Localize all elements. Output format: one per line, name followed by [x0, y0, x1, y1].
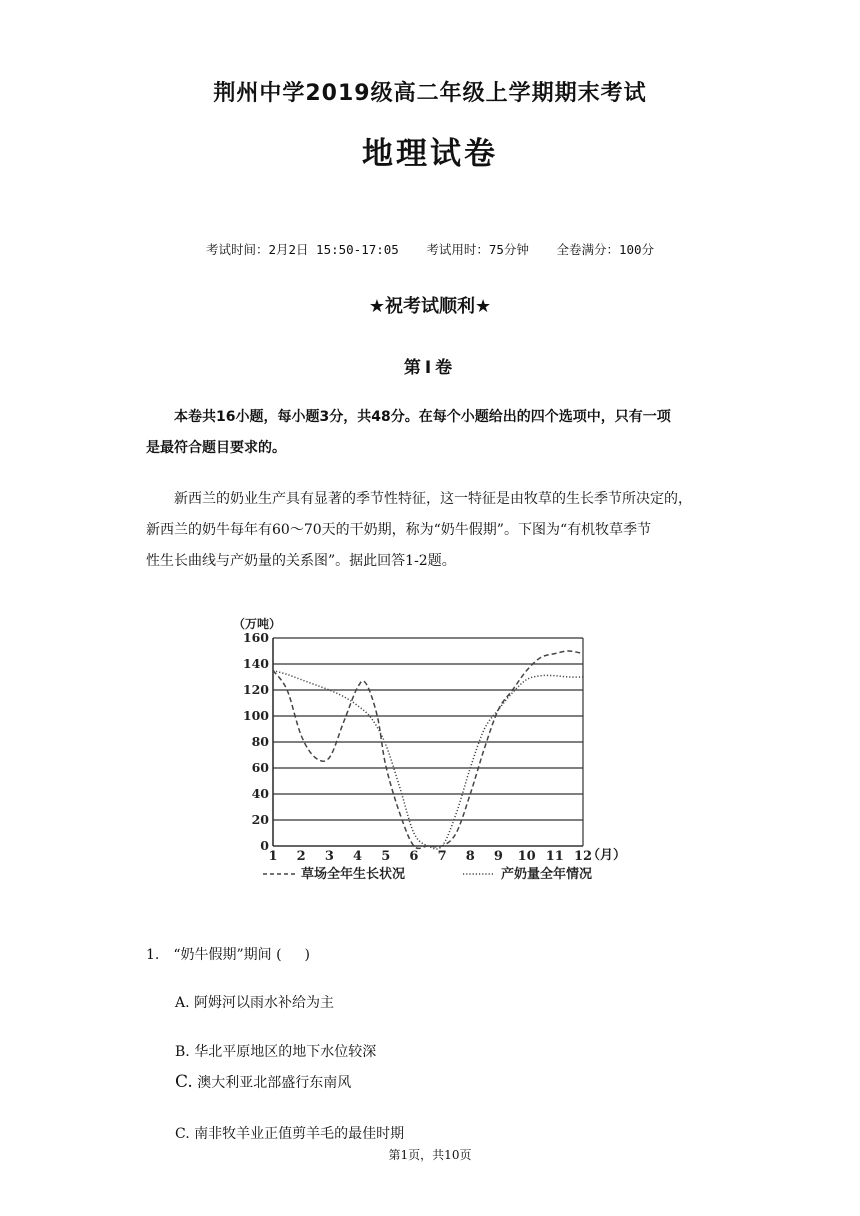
x-tick-label: 1 [268, 849, 278, 864]
legend-label: 草场全年生长状况 [301, 867, 406, 882]
y-tick-label: 20 [251, 812, 269, 827]
x-tick-label: 10 [517, 849, 536, 864]
x-tick-labels [268, 849, 592, 864]
y-tick-label: 80 [251, 734, 269, 749]
option-d[interactable] [175, 1123, 404, 1143]
passage-line-2: 新西兰的奶牛每年有60～70天的干奶期，称为“奶牛假期”。下图为“有机牧草季节 [146, 522, 652, 538]
instructions-line-1: 本卷共16小题，每小题3分，共48分。在每个小题给出的四个选项中，只有一项 [174, 409, 671, 425]
x-tick-label: 7 [437, 849, 447, 864]
passage-line-3: 性生长曲线与产奶量的关系图”。据此回答1-2题。 [146, 553, 456, 569]
option-b[interactable] [175, 1041, 376, 1061]
instructions [146, 402, 726, 464]
y-tick-label: 120 [242, 682, 269, 697]
passage [146, 484, 726, 577]
series-milk-yield-line [273, 671, 583, 849]
full-score: 全卷满分：100分 [556, 242, 655, 257]
y-tick-labels [243, 630, 269, 853]
volume-heading: 第Ⅰ卷 [403, 358, 457, 378]
legend-label: 产奶量全年情况 [501, 867, 593, 882]
x-tick-label: 2 [296, 849, 306, 864]
option-a[interactable] [175, 992, 334, 1012]
option-letter: B. [175, 1044, 190, 1060]
y-tick-label: 100 [242, 708, 269, 723]
option-letter: C. [175, 1126, 190, 1142]
chart-grid [273, 638, 583, 846]
option-letter: A. [175, 995, 190, 1011]
subject-title: 地理试卷 [362, 136, 498, 172]
x-tick-label: 8 [465, 849, 475, 864]
chart-series [273, 651, 583, 849]
exam-info [0, 240, 860, 258]
series-grass-growth-line [273, 651, 583, 848]
y-tick-label: 160 [242, 630, 269, 645]
option-c[interactable] [175, 1072, 351, 1092]
y-tick-label: 60 [251, 760, 269, 775]
blessing: ★祝考试顺利★ [368, 296, 492, 317]
exam-time: 考试时间：2月2日 15:50-17:05 [205, 242, 399, 257]
x-axis-unit: （月） [587, 848, 627, 863]
school-title: 荆州中学2019级高二年级上学期期末考试 [213, 81, 647, 106]
y-tick-label: 0 [260, 838, 269, 853]
option-text: 南非牧羊业正值剪羊毛的最佳时期 [194, 1126, 405, 1142]
question-1-stem: 1. “奶牛假期”期间 ( ) [146, 947, 310, 963]
y-tick-label: 40 [251, 786, 269, 801]
x-tick-label: 5 [381, 849, 391, 864]
y-axis-label: （万吨） [233, 617, 282, 631]
passage-line-1: 新西兰的奶业生产具有显著的季节性特征，这一特征是由牧草的生长季节所决定的， [174, 491, 692, 507]
option-letter: C. [175, 1072, 193, 1092]
option-text: 华北平原地区的地下水位较深 [194, 1044, 377, 1060]
x-tick-label: 11 [545, 849, 564, 864]
x-tick-label: 4 [353, 849, 363, 864]
chart [225, 610, 645, 895]
x-tick-label: 6 [409, 849, 419, 864]
x-tick-label: 3 [324, 849, 334, 864]
page-footer: 第1页，共10页 [388, 1148, 472, 1162]
exam-duration: 考试用时：75分钟 [426, 242, 529, 257]
y-tick-label: 140 [242, 656, 269, 671]
x-tick-label: 12 [573, 849, 593, 864]
x-tick-label: 9 [493, 849, 503, 864]
option-text: 阿姆河以雨水补给为主 [194, 995, 335, 1011]
option-text: 澳大利亚北部盛行东南风 [197, 1075, 352, 1091]
instructions-line-2: 是最符合题目要求的。 [146, 440, 286, 456]
chart-legend [263, 866, 592, 882]
